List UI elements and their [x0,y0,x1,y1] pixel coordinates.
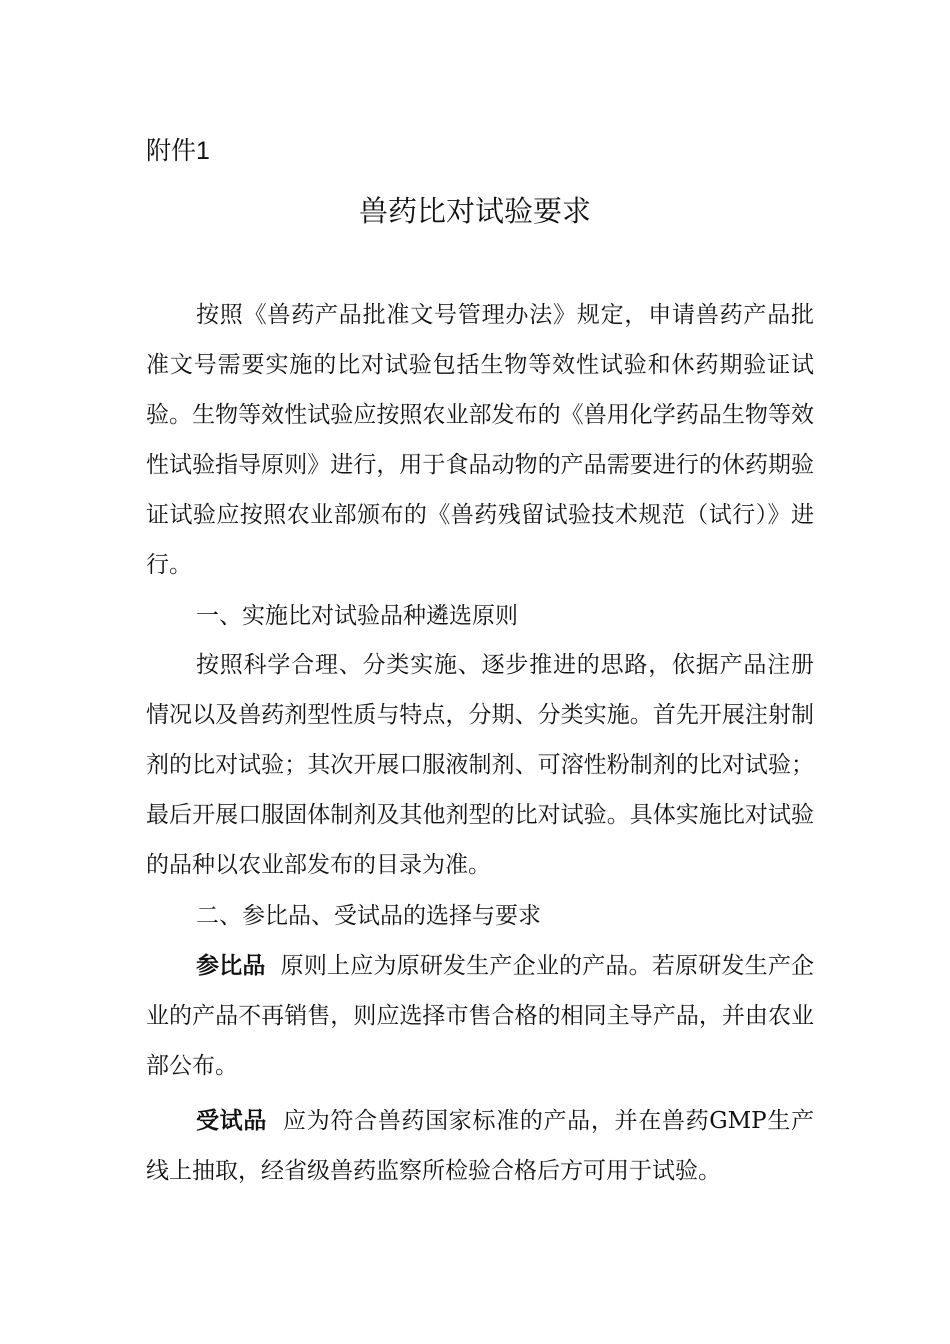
document-title: 兽药比对试验要求 [358,196,591,228]
section-1-paragraph: 按照科学合理、分类实施、逐步推进的思路，依据产品注册情况以及兽药剂型性质与特点，分期、分类实施。首先开展注射制剂的比对试验；其次开展口服液制剂、可溶性粉制剂的比对试验；最后开展口服固体制剂及其他剂型的比对试验。具体实施比对试验的品种以农业部发布的目录为准。 [146,652,814,878]
attachment-label: 附件1 [146,137,210,165]
section-2-heading: 二、参比品、受试品的选择与要求 [196,902,541,928]
document-body [146,290,814,1196]
section-1-heading: 一、实施比对试验品种遴选原则 [196,602,518,628]
reference-product-paragraph [146,940,814,1091]
reference-product-text: 原则上应为原研发生产企业的产品。若原研发生产企业的产品不再销售，则应选择市售合格的相同主导产品，并由农业部公布。 [146,953,815,1079]
test-product-paragraph [146,1095,814,1196]
reference-product-term: 参比品 [196,952,266,978]
test-product-text: 应为符合兽药国家标准的产品，并在兽药GMP生产线上抽取，经省级兽药监察所检验合格后方可用于试验。 [146,1108,815,1184]
test-product-term: 受试品 [196,1107,268,1133]
intro-paragraph: 按照《兽药产品批准文号管理办法》规定，申请兽药产品批准文号需要实施的比对试验包括生物等效性试验和休药期验证试验。生物等效性试验应按照农业部发布的《兽用化学药品生物等效性试验指导原则》进行，用于食品动物的产品需要进行的休药期验证试验应按照农业部颁布的《兽药残留试验技术规范（试行）》进行。 [146,302,814,578]
